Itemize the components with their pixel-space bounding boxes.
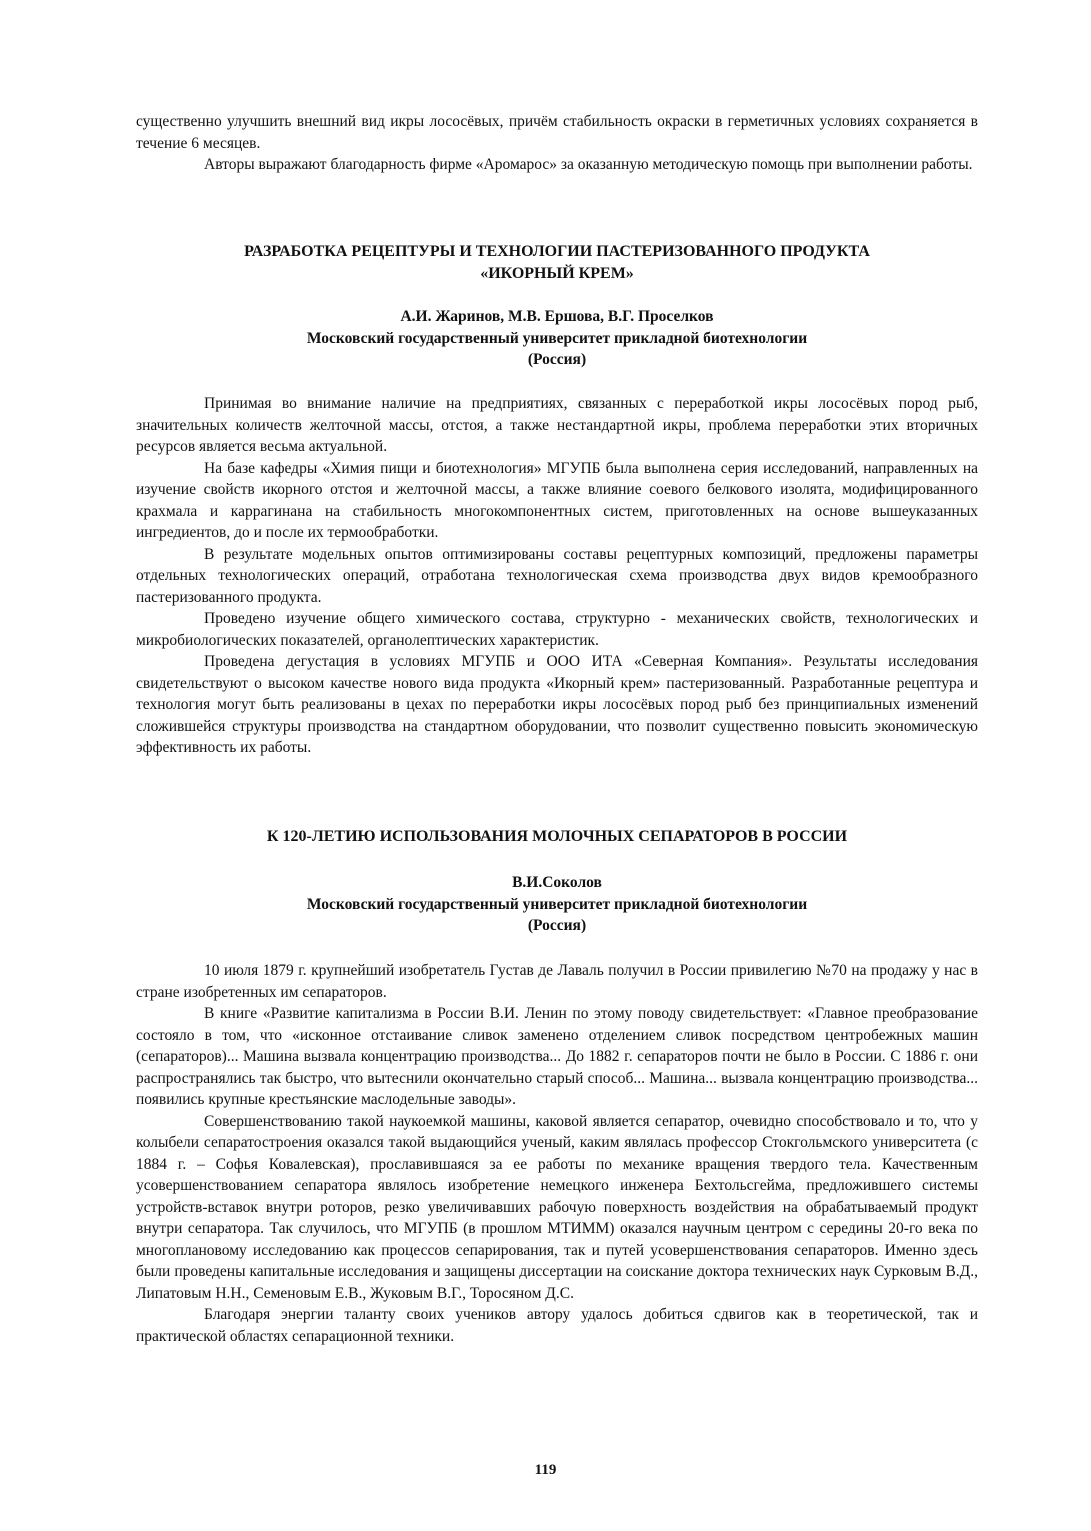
article2-paragraph: Совершенствованию такой наукоемкой машины, каковой является сепаратор, очевидно способствовало и то, что у колыбели сепаратостроения оказался такой выдающийся ученый, каким являлась профессор Стокгольмского университета (с 1884 г. – Софья Ковалевская), прославившаяся за ее работы по механике вращения твердого тела. Качественным усовершенствованием сепаратора являлось изобретение немецкого инженера Бехтольсгейма, предложившего системы устройств-вставок внутри роторов, резко увеличивавших рабочую поверхность воздействия на обрабатываемый продукт внутри сепаратора. Так случилось, что МГУПБ (в прошлом МТИММ) оказался научным центром с середины 20-го века по многоплановому исследованию как процессов сепарирования, так и путей усовершенствования сепараторов. Именно здесь были проведены капитальные исследования и защищены диссертации на соискание доктора технических наук Сурковым В.Д., Липатовым Н.Н., Семеновым Е.В., Жуковым В.Г., Торосяном Д.С. — [136, 1112, 978, 1302]
intro-paragraph-2: Авторы выражают благодарность фирме «Аромарос» за оказанную методическую помощь при выполнении работы. — [204, 156, 973, 173]
article2-paragraph: Благодаря энергии таланту своих учеников автору удалось добиться сдвигов как в теоретической, так и практической областях сепарационной техники. — [136, 1306, 978, 1345]
article2-paragraph: В книге «Развитие капитализма в России В.И. Ленин по этому поводу свидетельствует: «Главное преобразование состояло в том, что «исконное отстаивание сливок заменено отделением сливок посредством центробежных машин (сепараторов)... Машина вызвала концентрацию производства... До 1882 г. сепараторов почти не было в России. С 1886 г. они распространялись так быстро, что вытеснили окончательно старый способ... Машина... вызвала концентрацию производства... появились крупные крестьянские маслодельные заводы». — [136, 1005, 978, 1108]
article2-byline — [136, 872, 978, 937]
intro-paragraph-1: существенно улучшить внешний вид икры лососёвых, причём стабильность окраски в герметичных условиях сохраняется в течение 6 месяцев. — [136, 113, 978, 152]
article1-affiliation: Московский государственный университет прикладной биотехнологии — [306, 329, 808, 347]
article1-header — [136, 241, 978, 285]
article2-body — [136, 960, 978, 1347]
article1-paragraph: На базе кафедры «Химия пищи и биотехнология» МГУПБ была выполнена серия исследований, направленных на изучение свойств икорного отстоя и желточной массы, а также влияние соевого белкового изолята, модифицированного крахмала и каррагинана на стабильность многокомпонентных систем, приготовленных на основе вышеуказанных ингредиентов, до и после их термообработки. — [136, 459, 978, 541]
article1-paragraph: Принимая во внимание наличие на предприятиях, связанных с переработкой икры лососёвых пород рыб, значительных количеств желточной массы, отстоя, а также нестандартной икры, проблема переработки этих вторичных ресурсов является весьма актуальной. — [136, 395, 978, 455]
article1-byline — [136, 306, 978, 371]
article2-title: К 120-ЛЕТИЮ ИСПОЛЬЗОВАНИЯ МОЛОЧНЫХ СЕПАРАТОРОВ В РОССИИ — [266, 828, 848, 845]
article1-paragraph: В результате модельных опытов оптимизированы составы рецептурных композиций, предложены параметры отдельных технологических операций, отработана технологическая схема производства двух видов кремообразного пастеризованного продукта. — [136, 545, 978, 606]
article2-header — [136, 826, 978, 848]
intro-section — [136, 111, 978, 176]
article2-paragraph: 10 июля 1879 г. крупнейший изобретатель Густав де Лаваль получил в России привилегию №70 на продажу у нас в стране изобретенных им сепараторов. — [136, 962, 978, 1001]
article2-authors: В.И.Соколов — [512, 874, 602, 891]
article1-body — [136, 393, 978, 759]
article1-paragraph: Проведена дегустация в условиях МГУПБ и ООО ИТА «Северная Компания». Результаты исследования свидетельствуют о высоком качестве нового вида продукта «Икорный крем» пастеризованный. Разработанные рецептура и технология могут быть реализованы в цехах по переработки икры лососёвых пород рыб без принципиальных изменений сложившейся структуры производства на стандартном оборудовании, что позволит существенно повысить экономическую эффективность их работы. — [136, 653, 978, 756]
article1-title-line2: «ИКОРНЫЙ КРЕМ» — [480, 265, 634, 282]
article2-country: (Россия) — [527, 917, 587, 934]
article1-title-line1: РАЗРАБОТКА РЕЦЕПТУРЫ И ТЕХНОЛОГИИ ПАСТЕРИЗОВАННОГО ПРОДУКТА — [244, 243, 870, 260]
article1-authors: А.И. Жаринов, М.В. Ершова, В.Г. Проселков — [400, 308, 714, 325]
article2-affiliation: Московский государственный университет прикладной биотехнологии — [306, 895, 808, 913]
article1-country: (Россия) — [527, 351, 587, 368]
article1-paragraph: Проведено изучение общего химического состава, структурно - механических свойств, технологических и микробиологических показателей, органолептических характеристик. — [136, 610, 978, 649]
page-number: 119 — [534, 1462, 557, 1478]
